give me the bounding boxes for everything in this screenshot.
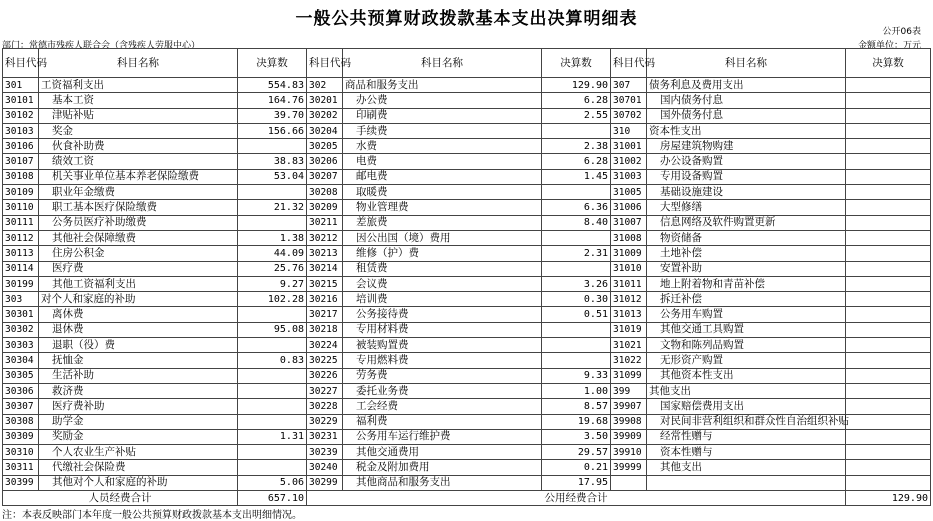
personnel-total-value: 657.10 [238, 491, 307, 506]
subject-code: 30199 [3, 276, 39, 291]
subject-name: 工资福利支出 [39, 78, 238, 93]
amount-value: 3.26 [542, 276, 611, 291]
subject-name: 培训费 [343, 292, 542, 307]
table-row [3, 353, 931, 368]
subject-code: 30225 [307, 353, 343, 368]
subject-code: 30205 [307, 139, 343, 154]
subject-name: 基本工资 [39, 93, 238, 108]
subject-name: 公务员医疗补助缴费 [39, 215, 238, 230]
subject-code: 39908 [611, 414, 647, 429]
subject-code: 30113 [3, 246, 39, 261]
public-total-value: 129.90 [846, 491, 931, 506]
amount-value: 156.66 [238, 123, 307, 138]
table-row [3, 383, 931, 398]
amount-value [846, 169, 931, 184]
subject-code: 30208 [307, 185, 343, 200]
amount-value [238, 215, 307, 230]
subject-code: 30114 [3, 261, 39, 276]
subject-name: 税金及附加费用 [343, 460, 542, 475]
subject-name: 邮电费 [343, 169, 542, 184]
subject-name: 资本性赠与 [647, 445, 846, 460]
amount-value [846, 399, 931, 414]
subject-name: 其他支出 [647, 460, 846, 475]
table-row [3, 139, 931, 154]
subject-code: 31003 [611, 169, 647, 184]
amount-value: 8.57 [542, 399, 611, 414]
subject-code: 31010 [611, 261, 647, 276]
subject-name: 其他对个人和家庭的补助 [39, 475, 238, 490]
personnel-total-label: 人员经费合计 [3, 491, 238, 506]
amount-value: 38.83 [238, 154, 307, 169]
subject-code: 30306 [3, 383, 39, 398]
table-row [3, 368, 931, 383]
table-row [3, 338, 931, 353]
subject-name: 维修（护）费 [343, 246, 542, 261]
subject-code: 31008 [611, 230, 647, 245]
subject-code: 30107 [3, 154, 39, 169]
amount-value [846, 429, 931, 444]
amount-value [238, 307, 307, 322]
subject-name: 住房公积金 [39, 246, 238, 261]
subject-code: 30211 [307, 215, 343, 230]
amount-value [238, 399, 307, 414]
subject-name: 伙食补助费 [39, 139, 238, 154]
table-row [3, 185, 931, 200]
subject-name: 大型修缮 [647, 200, 846, 215]
subject-code: 39999 [611, 460, 647, 475]
subject-name: 退职（役）费 [39, 338, 238, 353]
subject-code: 30308 [3, 414, 39, 429]
subject-name: 房屋建筑物购建 [647, 139, 846, 154]
subject-code: 30226 [307, 368, 343, 383]
amount-value: 39.70 [238, 108, 307, 123]
public-total-label: 公用经费合计 [307, 491, 846, 506]
amount-value [846, 292, 931, 307]
header-code: 科目代码 [307, 49, 343, 78]
table-row [3, 307, 931, 322]
amount-value: 129.90 [542, 78, 611, 93]
subject-name: 无形资产购置 [647, 353, 846, 368]
amount-value [238, 139, 307, 154]
subject-name: 专用燃料费 [343, 353, 542, 368]
subject-name: 生活补助 [39, 368, 238, 383]
subject-code: 30217 [307, 307, 343, 322]
amount-value [846, 215, 931, 230]
subject-name: 离休费 [39, 307, 238, 322]
amount-value [846, 185, 931, 200]
totals-row [3, 491, 931, 506]
amount-value: 53.04 [238, 169, 307, 184]
amount-value [846, 338, 931, 353]
header-amount: 决算数 [542, 49, 611, 78]
subject-code: 30103 [3, 123, 39, 138]
subject-name: 电费 [343, 154, 542, 169]
subject-code: 30204 [307, 123, 343, 138]
amount-value [846, 261, 931, 276]
amount-value [846, 322, 931, 337]
subject-code: 399 [611, 383, 647, 398]
subject-code: 30109 [3, 185, 39, 200]
subject-name: 奖金 [39, 123, 238, 138]
table-row [3, 445, 931, 460]
footnote: 注：本表反映部门本年度一般公共预算财政拨款基本支出明细情况。 [2, 510, 302, 521]
amount-value [846, 246, 931, 261]
subject-name: 安置补助 [647, 261, 846, 276]
amount-value [542, 322, 611, 337]
subject-name: 拆迁补偿 [647, 292, 846, 307]
header-name: 科目名称 [39, 49, 238, 78]
table-row [3, 108, 931, 123]
amount-value [846, 307, 931, 322]
table-row [3, 460, 931, 475]
table-row [3, 322, 931, 337]
subject-name: 医疗费 [39, 261, 238, 276]
subject-code: 30311 [3, 460, 39, 475]
subject-name: 对个人和家庭的补助 [39, 292, 238, 307]
subject-code: 31013 [611, 307, 647, 322]
table-row [3, 169, 931, 184]
header-code: 科目代码 [3, 49, 39, 78]
subject-code: 31012 [611, 292, 647, 307]
amount-value [238, 338, 307, 353]
subject-name: 办公费 [343, 93, 542, 108]
subject-code: 39907 [611, 399, 647, 414]
table-row [3, 276, 931, 291]
subject-name: 资本性支出 [647, 123, 846, 138]
subject-code: 310 [611, 123, 647, 138]
subject-code: 30106 [3, 139, 39, 154]
subject-name: 公务用车运行维护费 [343, 429, 542, 444]
subject-name: 经常性赠与 [647, 429, 846, 444]
subject-name: 其他交通费用 [343, 445, 542, 460]
subject-code: 31005 [611, 185, 647, 200]
subject-code: 30310 [3, 445, 39, 460]
amount-value: 6.36 [542, 200, 611, 215]
amount-value [542, 338, 611, 353]
table-row [3, 93, 931, 108]
amount-value [238, 383, 307, 398]
amount-value: 554.83 [238, 78, 307, 93]
subject-name: 职工基本医疗保险缴费 [39, 200, 238, 215]
subject-code: 30224 [307, 338, 343, 353]
unit-label: 金额单位：万元 [857, 41, 921, 51]
subject-code: 31019 [611, 322, 647, 337]
amount-value [846, 368, 931, 383]
subject-code: 30215 [307, 276, 343, 291]
subject-name: 租赁费 [343, 261, 542, 276]
subject-code: 30218 [307, 322, 343, 337]
subject-code: 30202 [307, 108, 343, 123]
subject-name: 差旅费 [343, 215, 542, 230]
subject-name: 对民间非营利组织和群众性自治组织补贴 [647, 414, 846, 429]
amount-value [846, 78, 931, 93]
subject-name: 水费 [343, 139, 542, 154]
subject-code: 30209 [307, 200, 343, 215]
subject-code: 30111 [3, 215, 39, 230]
subject-code: 301 [3, 78, 39, 93]
amount-value: 95.08 [238, 322, 307, 337]
amount-value [846, 353, 931, 368]
subject-name: 基础设施建设 [647, 185, 846, 200]
header-name: 科目名称 [647, 49, 846, 78]
subject-code: 30301 [3, 307, 39, 322]
amount-value [542, 353, 611, 368]
table-row [3, 475, 931, 490]
subject-code: 30207 [307, 169, 343, 184]
subject-code: 31006 [611, 200, 647, 215]
amount-value: 44.09 [238, 246, 307, 261]
amount-value: 0.21 [542, 460, 611, 475]
subject-name: 取暖费 [343, 185, 542, 200]
amount-value [846, 414, 931, 429]
subject-code: 30201 [307, 93, 343, 108]
subject-code: 30702 [611, 108, 647, 123]
amount-value [846, 276, 931, 291]
subject-code: 30309 [3, 429, 39, 444]
subject-name: 专用设备购置 [647, 169, 846, 184]
amount-value [846, 139, 931, 154]
subject-code: 30108 [3, 169, 39, 184]
subject-code: 30229 [307, 414, 343, 429]
subject-name: 专用材料费 [343, 322, 542, 337]
subject-code: 307 [611, 78, 647, 93]
amount-value: 1.00 [542, 383, 611, 398]
amount-value [238, 445, 307, 460]
amount-value: 2.55 [542, 108, 611, 123]
amount-value [542, 123, 611, 138]
amount-value: 0.83 [238, 353, 307, 368]
subject-code: 30231 [307, 429, 343, 444]
amount-value: 3.50 [542, 429, 611, 444]
subject-name: 物资储备 [647, 230, 846, 245]
amount-value: 6.28 [542, 154, 611, 169]
amount-value [238, 185, 307, 200]
amount-value: 6.28 [542, 93, 611, 108]
amount-value: 2.38 [542, 139, 611, 154]
subject-code: 39910 [611, 445, 647, 460]
table-row [3, 261, 931, 276]
subject-code: 31022 [611, 353, 647, 368]
subject-code: 30305 [3, 368, 39, 383]
amount-value [542, 230, 611, 245]
subject-code: 303 [3, 292, 39, 307]
subject-name: 会议费 [343, 276, 542, 291]
subject-code: 30227 [307, 383, 343, 398]
subject-code: 30110 [3, 200, 39, 215]
subject-code: 30239 [307, 445, 343, 460]
table-row [3, 215, 931, 230]
subject-name: 土地补偿 [647, 246, 846, 261]
subject-name: 文物和陈列品购置 [647, 338, 846, 353]
subject-name: 福利费 [343, 414, 542, 429]
subject-name: 助学金 [39, 414, 238, 429]
amount-value [238, 460, 307, 475]
subject-code: 31009 [611, 246, 647, 261]
subject-code: 30213 [307, 246, 343, 261]
subject-name: 其他支出 [647, 383, 846, 398]
amount-value: 0.51 [542, 307, 611, 322]
amount-value: 19.68 [542, 414, 611, 429]
header-amount: 决算数 [846, 49, 931, 78]
amount-value [846, 230, 931, 245]
subject-code: 30303 [3, 338, 39, 353]
subject-code [611, 475, 647, 490]
subject-name: 津贴补贴 [39, 108, 238, 123]
subject-name: 手续费 [343, 123, 542, 138]
header-amount: 决算数 [238, 49, 307, 78]
subject-code: 30240 [307, 460, 343, 475]
subject-name: 救济费 [39, 383, 238, 398]
amount-value [238, 368, 307, 383]
subject-name: 信息网络及软件购置更新 [647, 215, 846, 230]
subject-code: 30304 [3, 353, 39, 368]
subject-name: 被装购置费 [343, 338, 542, 353]
table-row [3, 399, 931, 414]
amount-value: 21.32 [238, 200, 307, 215]
amount-value [846, 93, 931, 108]
subject-code: 30112 [3, 230, 39, 245]
department-label: 部门：常德市残疾人联合会（含残疾人劳服中心） [2, 41, 201, 51]
amount-value: 9.27 [238, 276, 307, 291]
table-row [3, 200, 931, 215]
subject-name: 物业管理费 [343, 200, 542, 215]
subject-name: 国内债务付息 [647, 93, 846, 108]
amount-value [238, 414, 307, 429]
subject-name [647, 475, 846, 490]
form-number: 公开06表 [882, 27, 921, 37]
amount-value [846, 445, 931, 460]
amount-value: 0.30 [542, 292, 611, 307]
subject-name: 其他商品和服务支出 [343, 475, 542, 490]
amount-value [846, 383, 931, 398]
expenditure-table [2, 48, 931, 506]
subject-name: 公务接待费 [343, 307, 542, 322]
subject-code: 30206 [307, 154, 343, 169]
subject-name: 其他社会保障缴费 [39, 230, 238, 245]
subject-code: 31099 [611, 368, 647, 383]
amount-value [846, 123, 931, 138]
subject-name: 抚恤金 [39, 353, 238, 368]
subject-name: 地上附着物和青苗补偿 [647, 276, 846, 291]
amount-value [542, 185, 611, 200]
subject-code: 302 [307, 78, 343, 93]
table-row [3, 429, 931, 444]
subject-code: 31002 [611, 154, 647, 169]
amount-value: 17.95 [542, 475, 611, 490]
table-row [3, 414, 931, 429]
subject-name: 其他资本性支出 [647, 368, 846, 383]
subject-code: 30701 [611, 93, 647, 108]
subject-name: 职业年金缴费 [39, 185, 238, 200]
subject-name: 国外债务付息 [647, 108, 846, 123]
subject-name: 其他交通工具购置 [647, 322, 846, 337]
subject-name: 委托业务费 [343, 383, 542, 398]
subject-code: 30212 [307, 230, 343, 245]
amount-value [542, 261, 611, 276]
subject-name: 劳务费 [343, 368, 542, 383]
table-row [3, 123, 931, 138]
subject-name: 印刷费 [343, 108, 542, 123]
subject-name: 国家赔偿费用支出 [647, 399, 846, 414]
page-title: 一般公共预算财政拨款基本支出决算明细表 [295, 9, 638, 29]
amount-value: 102.28 [238, 292, 307, 307]
subject-code: 31021 [611, 338, 647, 353]
subject-code: 30101 [3, 93, 39, 108]
amount-value [846, 475, 931, 490]
subject-name: 退休费 [39, 322, 238, 337]
subject-code: 39909 [611, 429, 647, 444]
amount-value: 1.31 [238, 429, 307, 444]
amount-value: 2.31 [542, 246, 611, 261]
subject-code: 30102 [3, 108, 39, 123]
table-row [3, 154, 931, 169]
subject-name: 办公设备购置 [647, 154, 846, 169]
table-body [3, 78, 931, 491]
subject-code: 30302 [3, 322, 39, 337]
subject-code: 31001 [611, 139, 647, 154]
subject-code: 31011 [611, 276, 647, 291]
amount-value: 8.40 [542, 215, 611, 230]
table-header-row [3, 49, 931, 78]
table-row [3, 246, 931, 261]
amount-value [846, 460, 931, 475]
subject-name: 奖励金 [39, 429, 238, 444]
subject-name: 个人农业生产补贴 [39, 445, 238, 460]
amount-value: 9.33 [542, 368, 611, 383]
table-row [3, 292, 931, 307]
table-row [3, 230, 931, 245]
subject-name: 工会经费 [343, 399, 542, 414]
subject-code: 30214 [307, 261, 343, 276]
amount-value: 1.45 [542, 169, 611, 184]
subject-name: 医疗费补助 [39, 399, 238, 414]
subject-name: 债务利息及费用支出 [647, 78, 846, 93]
amount-value: 29.57 [542, 445, 611, 460]
subject-name: 其他工资福利支出 [39, 276, 238, 291]
header-code: 科目代码 [611, 49, 647, 78]
amount-value: 1.38 [238, 230, 307, 245]
amount-value: 164.76 [238, 93, 307, 108]
amount-value: 5.06 [238, 475, 307, 490]
subject-name: 因公出国（境）费用 [343, 230, 542, 245]
amount-value [846, 154, 931, 169]
subject-code: 30228 [307, 399, 343, 414]
subject-code: 30307 [3, 399, 39, 414]
subject-name: 商品和服务支出 [343, 78, 542, 93]
header-name: 科目名称 [343, 49, 542, 78]
table-row [3, 78, 931, 93]
subject-name: 绩效工资 [39, 154, 238, 169]
subject-code: 30299 [307, 475, 343, 490]
subject-name: 公务用车购置 [647, 307, 846, 322]
amount-value [846, 200, 931, 215]
subject-code: 30216 [307, 292, 343, 307]
subject-name: 机关事业单位基本养老保险缴费 [39, 169, 238, 184]
subject-code: 31007 [611, 215, 647, 230]
amount-value [846, 108, 931, 123]
amount-value: 25.76 [238, 261, 307, 276]
subject-code: 30399 [3, 475, 39, 490]
subject-name: 代缴社会保险费 [39, 460, 238, 475]
